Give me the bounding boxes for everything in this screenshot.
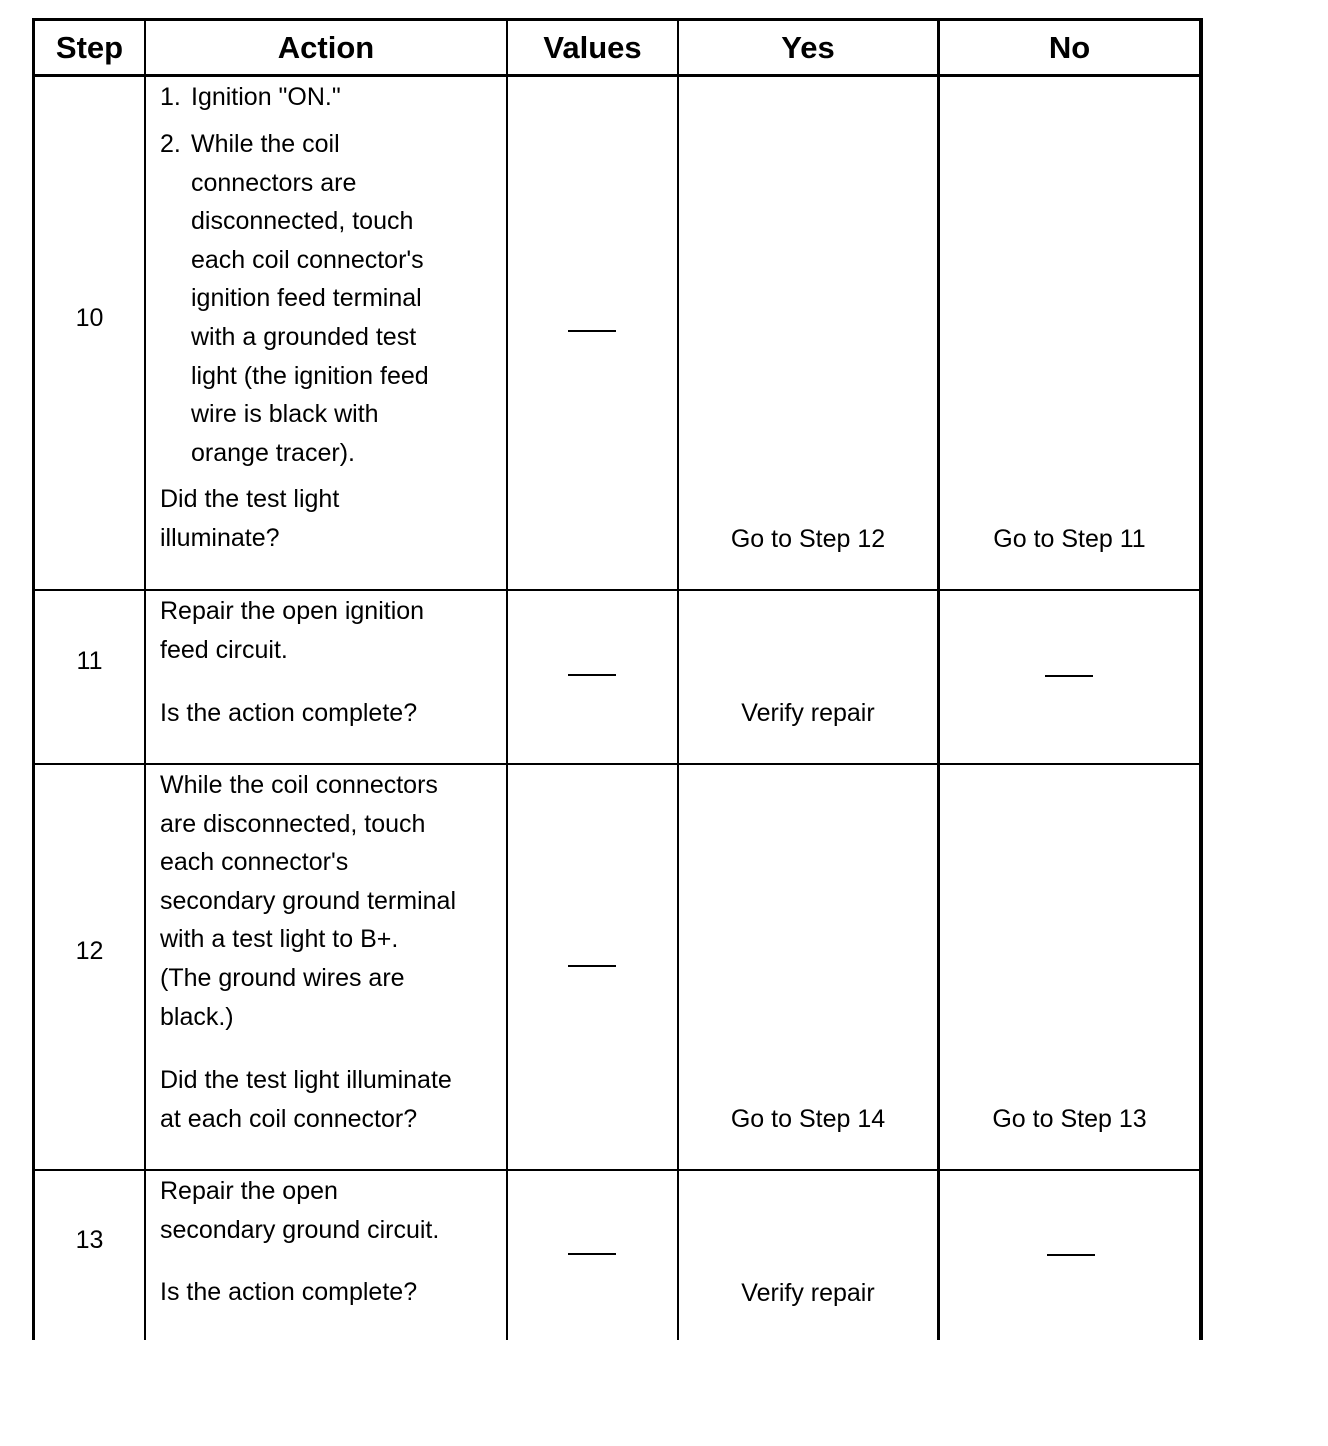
header-step: Step xyxy=(55,29,124,65)
step-number: 13 xyxy=(75,1225,104,1254)
action-line: each coil connector's xyxy=(191,245,424,274)
action-question xyxy=(160,480,339,557)
action-line: (The ground wires are xyxy=(160,963,405,992)
action-line: feed circuit. xyxy=(160,635,288,664)
no-answer: Go to Step 13 xyxy=(992,1105,1147,1133)
yes-answer: Verify repair xyxy=(741,1279,875,1307)
action-line: are disconnected, touch xyxy=(160,809,426,838)
yes-answer: Go to Step 14 xyxy=(730,1105,886,1133)
yes-answer: Go to Step 12 xyxy=(730,525,886,553)
header-divider xyxy=(32,74,1203,77)
action-item xyxy=(160,125,340,164)
action-line: connectors are xyxy=(191,168,357,197)
action-line: ignition feed terminal xyxy=(191,284,422,313)
action-text: Ignition "ON." xyxy=(191,83,341,111)
action-line: disconnected, touch xyxy=(191,207,414,236)
action-text xyxy=(191,164,429,473)
yes-answer: Verify repair xyxy=(741,699,875,727)
column-divider-yes xyxy=(937,18,940,1340)
action-line: each connector's xyxy=(160,848,349,877)
column-divider-step xyxy=(144,18,146,1340)
action-line: While the coil connectors xyxy=(160,771,438,799)
no-dash xyxy=(1045,675,1093,677)
row-divider-12 xyxy=(32,1169,1203,1171)
action-line: Repair the open ignition xyxy=(160,597,425,625)
action-question xyxy=(160,1061,452,1138)
action-text xyxy=(160,592,424,669)
header-no: No xyxy=(1048,29,1091,65)
action-line: wire is black with xyxy=(191,400,379,429)
action-text: While the coil xyxy=(191,130,340,158)
step-number: 12 xyxy=(75,936,104,965)
action-line: secondary ground circuit. xyxy=(160,1215,440,1244)
action-line: with a test light to B+. xyxy=(160,925,399,954)
question-line: Did the test light xyxy=(160,485,340,513)
step-number: 11 xyxy=(76,646,103,675)
action-text xyxy=(160,1172,439,1249)
table-border-right xyxy=(1199,18,1203,1340)
action-line: with a grounded test xyxy=(191,322,417,351)
column-divider-values xyxy=(677,18,679,1340)
action-line: light (the ignition feed xyxy=(191,361,429,390)
header-yes: Yes xyxy=(781,29,835,65)
header-values: Values xyxy=(543,29,642,65)
list-number: 2. xyxy=(160,130,181,158)
action-question: Is the action complete? xyxy=(160,699,418,727)
action-line: orange tracer). xyxy=(191,438,355,467)
no-answer: Go to Step 11 xyxy=(993,525,1146,553)
action-line: black.) xyxy=(160,1002,234,1031)
action-line: Repair the open xyxy=(160,1177,338,1205)
values-dash xyxy=(568,965,616,967)
step-number: 10 xyxy=(75,303,104,332)
values-dash xyxy=(568,674,616,676)
row-divider-10 xyxy=(32,589,1203,591)
table-border-left xyxy=(32,18,35,1340)
action-text xyxy=(160,766,456,1036)
question-line: at each coil connector? xyxy=(160,1104,418,1133)
no-dash xyxy=(1047,1254,1095,1256)
header-action: Action xyxy=(277,29,375,65)
question-line: illuminate? xyxy=(160,523,280,552)
action-item xyxy=(160,78,341,117)
action-question: Is the action complete? xyxy=(160,1278,418,1306)
question-line: Did the test light illuminate xyxy=(160,1066,452,1094)
list-number: 1. xyxy=(160,83,181,111)
values-dash xyxy=(568,1253,616,1255)
row-divider-11 xyxy=(32,763,1203,765)
column-divider-action xyxy=(506,18,508,1340)
action-line: secondary ground terminal xyxy=(160,886,456,915)
values-dash xyxy=(568,330,616,332)
